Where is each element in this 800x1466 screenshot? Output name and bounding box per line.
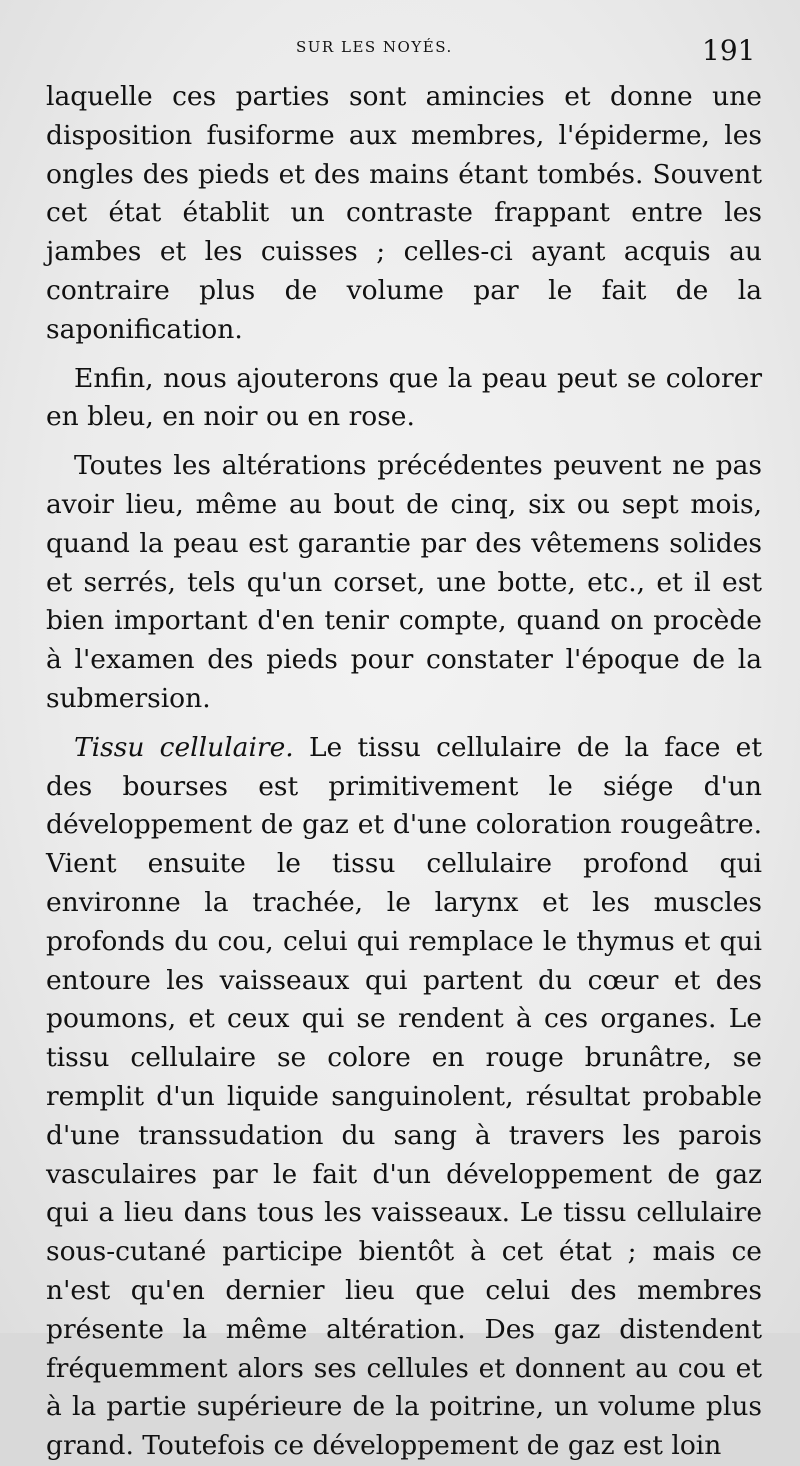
paragraph-continuation: laquelle ces parties sont amincies et donne une disposition fusiforme aux membres, l'épiderme, les ongles des pieds et des mains étant tombés. Souvent cet état établit un contraste frappant entre les jambes et les cuisses ; celles-ci ayant acquis au contraire plus de volume par le fait de la saponification. [46, 81, 762, 345]
section-term: Tissu cellulaire. [74, 731, 294, 763]
body-text [46, 78, 762, 1466]
paragraph-alterations: Toutes les altérations précédentes peuvent ne pas avoir lieu, même au bout de cinq, six ou sept mois, quand la peau est garantie par des vêtemens solides et serrés, tels qu'un corset, une botte, etc., et il est bien important d'en tenir compte, quand on procède à l'examen des pieds pour constater l'époque de la submersion. [46, 450, 762, 714]
paragraph-tissu-cellulaire [46, 729, 762, 1466]
page-number: 191 [702, 34, 756, 67]
paragraph-skin-color: Enfin, nous ajouterons que la peau peut se colorer en bleu, en noir ou en rose. [46, 362, 762, 433]
page-header [0, 36, 800, 70]
running-head: SUR LES NOYÉS. [296, 38, 453, 56]
section-text: Le tissu cellulaire de la face et des bourses est primitivement le siége d'un développement de gaz et d'une coloration rougeâtre. Vient ensuite le tissu cellulaire profond qui environne la trachée, le larynx et les muscles profonds du cou, celui qui remplace le thymus et qui entoure les vaisseaux qui partent du cœur et des poumons, et ceux qui se rendent à ces organes. Le tissu cellulaire se colore en rouge brunâtre, se remplit d'un liquide sanguinolent, résultat probable d'une transsudation du sang à travers les parois vasculaires par le fait d'un développement de gaz qui a lieu dans tous les vaisseaux. Le tissu cellulaire sous-cutané participe bientôt à cet état ; mais ce n'est qu'en dernier lieu que celui des membres présente la même altération. Des gaz distendent fréquemment alors ses cellules et donnent au cou et à la partie supérieure de la poitrine, un volume plus grand. Toutefois ce développement de gaz est loin [46, 731, 762, 1462]
